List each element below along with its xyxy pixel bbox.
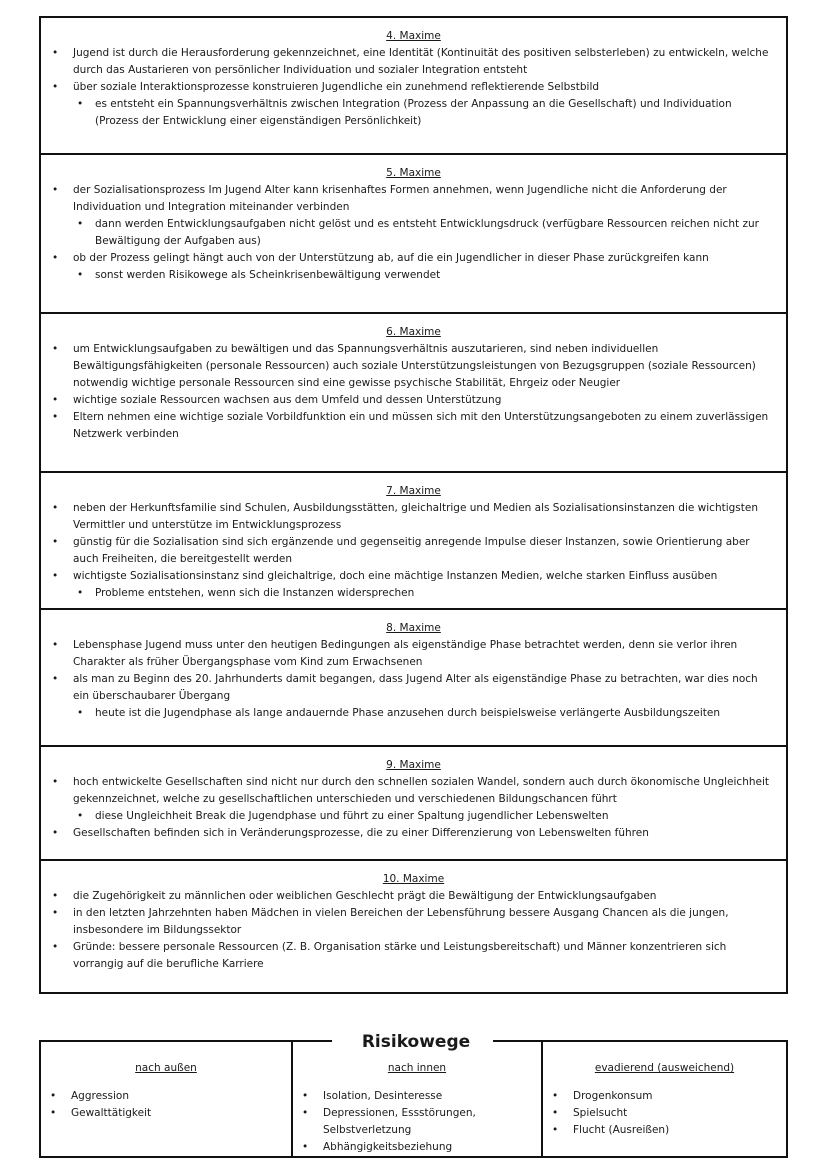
- bullet-item: • Eltern nehmen eine wichtige soziale Vorbildfunktion ein und müssen sich mit den Unterstützungsangeboten zu einem zuverlässigen Netzwerk verbinden: [41, 409, 786, 443]
- section-title: 8. Maxime: [386, 622, 441, 634]
- bullet-list: [41, 637, 786, 722]
- bullet-list: [543, 1088, 786, 1139]
- maxime-sections: [39, 16, 788, 994]
- section-title: 6. Maxime: [386, 326, 441, 338]
- bullet-item: • Isolation, Desinteresse: [293, 1088, 541, 1105]
- bullet-list: [41, 182, 786, 284]
- bullet-item: • Depressionen, Essstörungen, Selbstverletzung: [293, 1105, 541, 1139]
- bullet-item: • Gewalttätigkeit: [41, 1105, 291, 1122]
- maxime-section-10: [41, 861, 786, 992]
- bullet-item: • Spielsucht: [543, 1105, 786, 1122]
- bullet-list: [41, 500, 786, 602]
- bullet-item: • Aggression: [41, 1088, 291, 1105]
- bullet-item: • um Entwicklungsaufgaben zu bewältigen und das Spannungsverhältnis auszutarieren, sind neben individuellen Bewältigungsfähigkeiten (personale Ressourcen) auch soziale Unterstützungsleistungen von Bezugsgruppen (soziale Ressourcen) notwendig wichtige personale Ressourcen sind eine gewisse psychische Stabilität, Ehrgeiz oder Neugier: [41, 341, 786, 392]
- bullet-item: • Gesellschaften befinden sich in Veränderungsprozesse, die zu einer Differenzierung von Lebenswelten führen: [41, 825, 786, 842]
- sub-bullet-item: • heute ist die Jugendphase als lange andauernde Phase anzusehen durch beispielsweise verlängerte Ausbildungszeiten: [41, 705, 786, 722]
- bullet-item: • Jugend ist durch die Herausforderung gekennzeichnet, eine Identität (Kontinuität des positiven selbsterleben) zu entwickeln, welche durch das Austarieren von persönlicher Individuation und sozialer Integration entsteht: [41, 45, 786, 79]
- bullet-list: [41, 888, 786, 973]
- section-title: 10. Maxime: [382, 873, 445, 885]
- maxime-section-9: [41, 747, 786, 861]
- maxime-section-5: [41, 155, 786, 314]
- risikowege-title: Risikowege: [361, 1032, 471, 1052]
- bullet-list: [41, 45, 786, 130]
- bullet-list: [41, 774, 786, 842]
- bullet-item: • Flucht (Ausreißen): [543, 1122, 786, 1139]
- maxime-section-8: [41, 610, 786, 747]
- bullet-item: • in den letzten Jahrzehnten haben Mädchen in vielen Bereichen der Lebensführung bessere Ausgang Chancen als die jungen, insbesondere im Bildungssektor: [41, 905, 786, 939]
- section-title: 9. Maxime: [386, 759, 441, 771]
- bullet-item: • Drogenkonsum: [543, 1088, 786, 1105]
- sub-bullet-item: • Probleme entstehen, wenn sich die Instanzen widersprechen: [41, 585, 786, 602]
- column-title: evadierend (ausweichend): [594, 1062, 735, 1074]
- maxime-section-7: [41, 473, 786, 610]
- bullet-list: [41, 1088, 291, 1122]
- sub-bullet-item: • diese Ungleichheit Break die Jugendphase und führt zu einer Spaltung jugendlicher Lebenswelten: [41, 808, 786, 825]
- bullet-item: • ob der Prozess gelingt hängt auch von der Unterstützung ab, auf die ein Jugendlicher in dieser Phase zurückgreifen kann: [41, 250, 786, 267]
- bullet-list: [41, 341, 786, 443]
- section-title: 7. Maxime: [386, 485, 441, 497]
- bullet-item: • günstig für die Sozialisation sind sich ergänzende und gegenseitig anregende Impulse dieser Instanzen, sowie Orientierung aber auch Freiheiten, die bereitgestellt werden: [41, 534, 786, 568]
- bullet-item: • der Sozialisationsprozess Im Jugend Alter kann krisenhaftes Formen annehmen, wenn Jugendliche nicht die Anforderung der Individuation und Integration miteinander verbinden: [41, 182, 786, 216]
- bullet-list: [293, 1088, 541, 1156]
- bullet-item: • über soziale Interaktionsprozesse konstruieren Jugendliche ein zunehmend reflektierende Selbstbild: [41, 79, 786, 96]
- section-title: 5. Maxime: [386, 167, 441, 179]
- bullet-item: • Gründe: bessere personale Ressourcen (Z. B. Organisation stärke und Leistungsbereitschaft) und Männer konzentrieren sich vorrangig auf die berufliche Karriere: [41, 939, 786, 973]
- maxime-section-4: [41, 18, 786, 155]
- sub-bullet-item: • dann werden Entwicklungsaufgaben nicht gelöst und es entsteht Entwicklungsdruck (verfügbare Ressourcen reichen nicht zur Bewältigung der Aufgaben aus): [41, 216, 786, 250]
- bullet-item: • Abhängigkeitsbeziehung: [293, 1139, 541, 1156]
- bullet-item: • hoch entwickelte Gesellschaften sind nicht nur durch den schnellen sozialen Wandel, sondern auch durch ökonomische Ungleichheit gekennzeichnet, welche zu gesellschaftlichen unterschieden und verschiedenen Bildungschancen führt: [41, 774, 786, 808]
- maxime-section-6: [41, 314, 786, 473]
- risikowege-table: [39, 1040, 788, 1158]
- risikowege-column-nach-innen: [291, 1040, 541, 1156]
- sub-bullet-item: • es entsteht ein Spannungsverhältnis zwischen Integration (Prozess der Anpassung an die Gesellschaft) und Individuation (Prozess der Entwicklung einer eigenständigen Persönlichkeit): [41, 96, 786, 130]
- section-title: 4. Maxime: [386, 30, 441, 42]
- risikowege-column-nach-aussen: [41, 1040, 291, 1156]
- bullet-item: • wichtigste Sozialisationsinstanz sind gleichaltrige, doch eine mächtige Instanzen Medien, welche starken Einfluss ausüben: [41, 568, 786, 585]
- column-title: nach innen: [387, 1062, 447, 1074]
- bullet-item: • wichtige soziale Ressourcen wachsen aus dem Umfeld und dessen Unterstützung: [41, 392, 786, 409]
- bullet-item: • als man zu Beginn des 20. Jahrhunderts damit begangen, dass Jugend Alter als eigenständige Phase zu betrachten, war dies noch ein überschaubarer Übergang: [41, 671, 786, 705]
- sub-bullet-item: • sonst werden Risikowege als Scheinkrisenbewältigung verwendet: [41, 267, 786, 284]
- bullet-item: • die Zugehörigkeit zu männlichen oder weiblichen Geschlecht prägt die Bewältigung der Entwicklungsaufgaben: [41, 888, 786, 905]
- bullet-item: • neben der Herkunftsfamilie sind Schulen, Ausbildungsstätten, gleichaltrige und Medien als Sozialisationsinstanzen die wichtigsten Vermittler und unterstütze im Entwicklungsprozess: [41, 500, 786, 534]
- bullet-item: • Lebensphase Jugend muss unter den heutigen Bedingungen als eigenständige Phase betrachtet werden, denn sie verlor ihren Charakter als früher Übergangsphase vom Kind zum Erwachsenen: [41, 637, 786, 671]
- column-title: nach außen: [135, 1062, 197, 1074]
- risikowege-column-evadierend: [541, 1040, 786, 1156]
